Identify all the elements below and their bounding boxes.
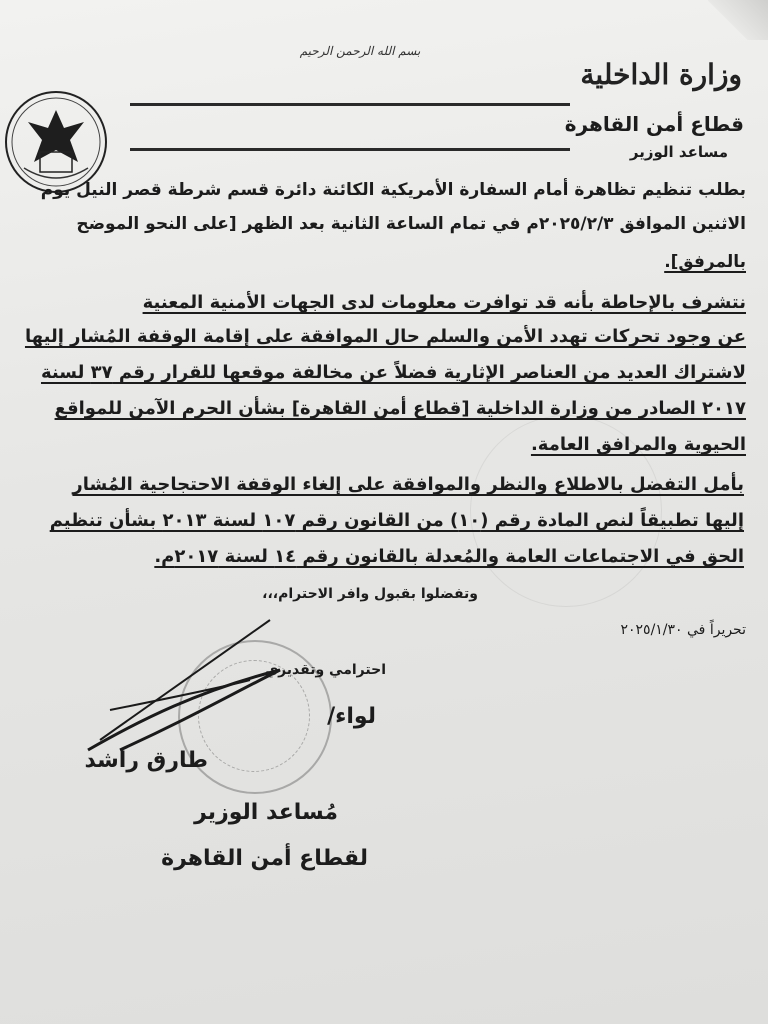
header-rule-top	[130, 103, 570, 106]
body-line-2: الاثنين الموافق ٢٠٢٥/٢/٣م في تمام الساعة الثانية بعد الظهر [على النحو الموضح	[76, 214, 746, 234]
basmala: بسم الله الرحمن الرحيم	[299, 44, 421, 58]
para3-line-2: إليها تطبيقاً لنص المادة رقم (١٠) من القانون رقم ١٠٧ لسنة ٢٠١٣ بشأن تنظيم	[49, 510, 744, 531]
header-rule-bottom	[130, 148, 570, 151]
para3-line-3: الحق في الاجتماعات العامة والمُعدلة بالقانون رقم ١٤ لسنة ٢٠١٧م.	[154, 546, 744, 567]
page-fold-corner	[708, 0, 768, 40]
signer-sector: لقطاع أمن القاهرة	[161, 846, 368, 871]
ministry-name: وزارة الداخلية	[580, 58, 742, 91]
signer-rank: لواء/	[327, 704, 376, 729]
para3-line-1: بأمل التفضل بالاطلاع والنظر والموافقة على إلغاء الوقفة الاحتجاجية المُشار	[72, 474, 744, 495]
signer-name: طارق راشد	[84, 748, 208, 773]
para2-line-1: نتشرف بالإحاطة بأنه قد توافرت معلومات لدى الجهات الأمنية المعنية	[142, 292, 746, 313]
para2-line-3: لاشتراك العديد من العناصر الإثارية فضلاً عن مخالفة موقعها للقرار رقم ٣٧ لسنة	[40, 362, 746, 383]
body-line-1: بطلب تنظيم تظاهرة أمام السفارة الأمريكية الكائنة دائرة قسم شرطة قصر النيل يوم	[40, 180, 746, 200]
para2-line-2: عن وجود تحركات تهدد الأمن والسلم حال الموافقة على إقامة الوقفة المُشار إليها	[24, 326, 746, 347]
body-line-3: بالمرفق].	[664, 252, 746, 272]
sector-name: قطاع أمن القاهرة	[564, 112, 744, 136]
para2-line-5: الحيوية والمرافق العامة.	[530, 434, 746, 455]
closing: وتفضلوا بقبول وافر الاحترام،،،	[262, 586, 478, 602]
office-name: مساعد الوزير	[629, 143, 728, 161]
para2-line-4: ٢٠١٧ الصادر من وزارة الداخلية [قطاع أمن القاهرة] بشأن الحرم الآمن للمواقع	[54, 398, 746, 419]
respect-note: احترامي وتقديري	[265, 662, 386, 678]
handwritten-signature	[80, 600, 320, 770]
date: تحريراً في ٢٠٢٥/١/٣٠	[620, 622, 746, 638]
signer-title: مُساعد الوزير	[194, 800, 338, 825]
